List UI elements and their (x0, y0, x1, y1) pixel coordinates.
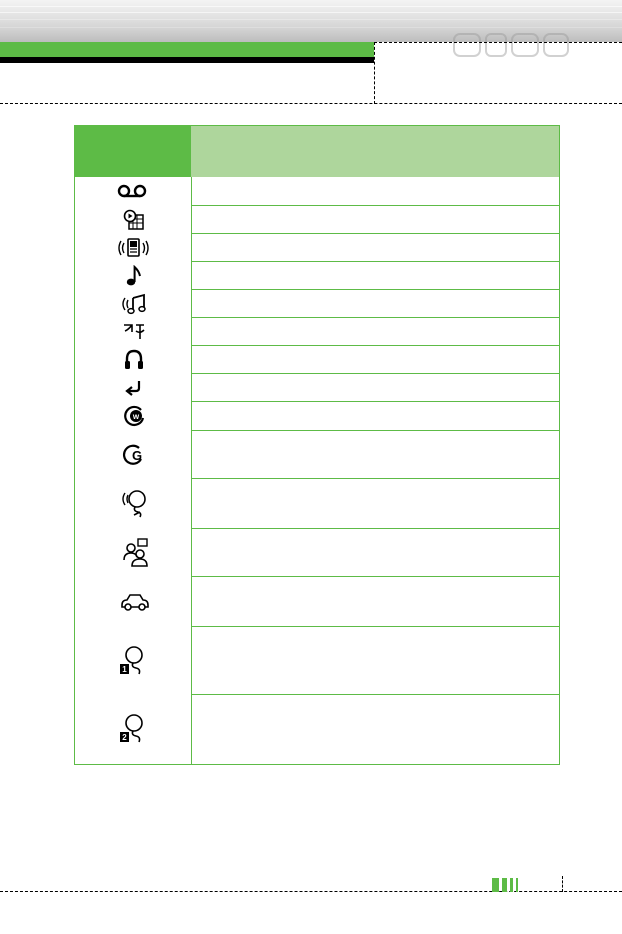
header-dashed-divider (374, 42, 375, 104)
call-divert-icon (124, 379, 144, 397)
silent-icon (121, 322, 147, 342)
media-album-icon (123, 209, 145, 231)
header-watermark-ornament (452, 30, 572, 60)
header-dashed-line-top (374, 42, 622, 43)
header-dashed-line-bottom (0, 103, 622, 104)
line-1-call-icon (119, 645, 147, 677)
table-row (75, 346, 559, 374)
footer-dashed-line (0, 891, 622, 892)
table-row (75, 529, 559, 577)
wap-icon (122, 405, 146, 427)
gprs-icon (121, 444, 147, 466)
meeting-profile-icon (121, 538, 149, 568)
table-row (75, 479, 559, 529)
table-row (75, 206, 559, 234)
footer-dashed-tick (562, 876, 563, 892)
header-black-bar (0, 57, 374, 63)
svg-text:G: G (131, 448, 143, 463)
icon-table (74, 125, 560, 765)
headset-icon (124, 349, 144, 371)
handsfree-call-icon (121, 487, 149, 519)
voicemail-icon (117, 184, 149, 198)
car-kit-icon (120, 592, 150, 612)
table-row (75, 262, 559, 290)
ring-and-vibrate-icon (120, 292, 148, 316)
table-row (75, 627, 559, 695)
svg-text:w: w (132, 412, 140, 421)
svg-text:1: 1 (122, 665, 127, 674)
table-row (75, 290, 559, 318)
line-2-call-icon (119, 713, 147, 745)
vibrate-icon (117, 237, 151, 259)
table-row (75, 577, 559, 627)
table-row (75, 402, 559, 431)
table-row (75, 431, 559, 479)
svg-text:2: 2 (122, 733, 127, 742)
table-row (75, 318, 559, 346)
music-note-icon (126, 265, 142, 287)
table-header-icon-column (75, 126, 191, 177)
table-row (75, 177, 559, 206)
table-row (75, 374, 559, 402)
table-row (75, 234, 559, 262)
table-header-description-column (191, 126, 559, 177)
header-green-bar (0, 42, 374, 57)
table-row (75, 695, 559, 764)
